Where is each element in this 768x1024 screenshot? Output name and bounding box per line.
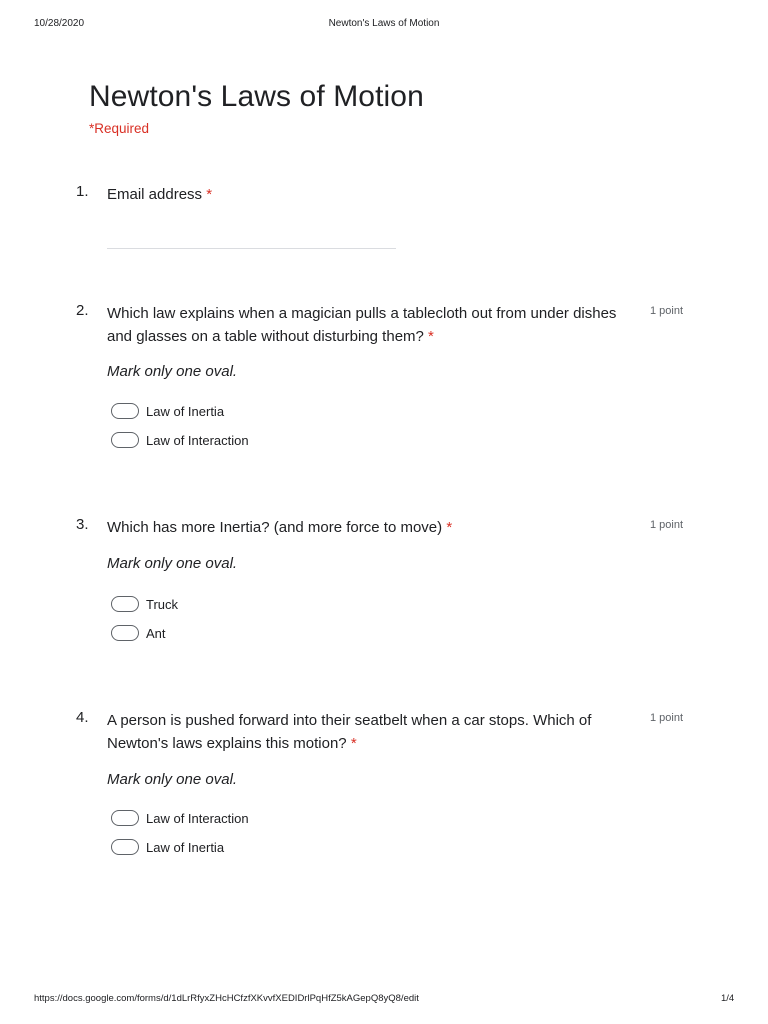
instruction-text: Mark only one oval.	[107, 363, 238, 380]
radio-oval[interactable]	[111, 810, 139, 826]
footer-url: https://docs.google.com/forms/d/1dLrRfyxZHcHCfzfXKvvfXEDIDrlPqHfZ5kAGepQ8yQ8/edit	[34, 993, 419, 1004]
radio-oval[interactable]	[111, 625, 139, 641]
option-label: Law of Interaction	[146, 811, 249, 826]
print-date: 10/28/2020	[34, 18, 85, 29]
option-law-of-inertia[interactable]	[111, 402, 411, 422]
required-asterisk: *	[428, 328, 434, 345]
option-truck[interactable]	[111, 595, 411, 615]
question-number: 4.	[76, 709, 89, 726]
radio-oval[interactable]	[111, 432, 139, 448]
radio-oval[interactable]	[111, 839, 139, 855]
radio-oval[interactable]	[111, 403, 139, 419]
option-law-of-interaction[interactable]	[111, 809, 411, 829]
required-asterisk: *	[206, 186, 213, 203]
option-ant[interactable]	[111, 624, 411, 644]
required-asterisk: *	[350, 735, 357, 752]
form-title: Newton's Laws of Motion	[89, 80, 424, 113]
question-text	[107, 302, 637, 348]
page-number: 1/4	[721, 993, 735, 1004]
question-label: Which has more Inertia? (and more force to move)	[107, 519, 443, 536]
print-header	[0, 18, 768, 32]
question-number: 1.	[76, 183, 89, 200]
option-label: Law of Interaction	[146, 433, 249, 448]
question-label: Email address	[107, 186, 203, 203]
question-text	[107, 516, 637, 539]
print-doc-title: Newton's Laws of Motion	[328, 18, 440, 29]
question-label: A person is pushed forward into their seatbelt when a car stops. Which of Newton's laws explains this motion?	[107, 712, 592, 752]
option-label: Truck	[146, 597, 179, 612]
radio-oval[interactable]	[111, 596, 139, 612]
option-law-of-inertia[interactable]	[111, 838, 411, 858]
question-text	[107, 183, 637, 206]
required-note: *Required	[89, 121, 150, 136]
option-label: Ant	[146, 626, 166, 641]
instruction-text: Mark only one oval.	[107, 771, 238, 788]
option-label: Law of Inertia	[146, 404, 225, 419]
question-text	[107, 709, 637, 755]
required-asterisk: *	[446, 519, 453, 536]
points-label: 1 point	[650, 519, 684, 531]
instruction-text: Mark only one oval.	[107, 555, 238, 572]
question-number: 3.	[76, 516, 89, 533]
question-number: 2.	[76, 302, 89, 319]
option-law-of-interaction[interactable]	[111, 431, 411, 451]
points-label: 1 point	[650, 305, 684, 317]
email-input[interactable]	[107, 248, 396, 249]
points-label: 1 point	[650, 712, 684, 724]
question-label: Which law explains when a magician pulls a tablecloth out from under dishes and glasses on a table without disturbing them?	[107, 305, 617, 345]
option-label: Law of Inertia	[146, 840, 225, 855]
